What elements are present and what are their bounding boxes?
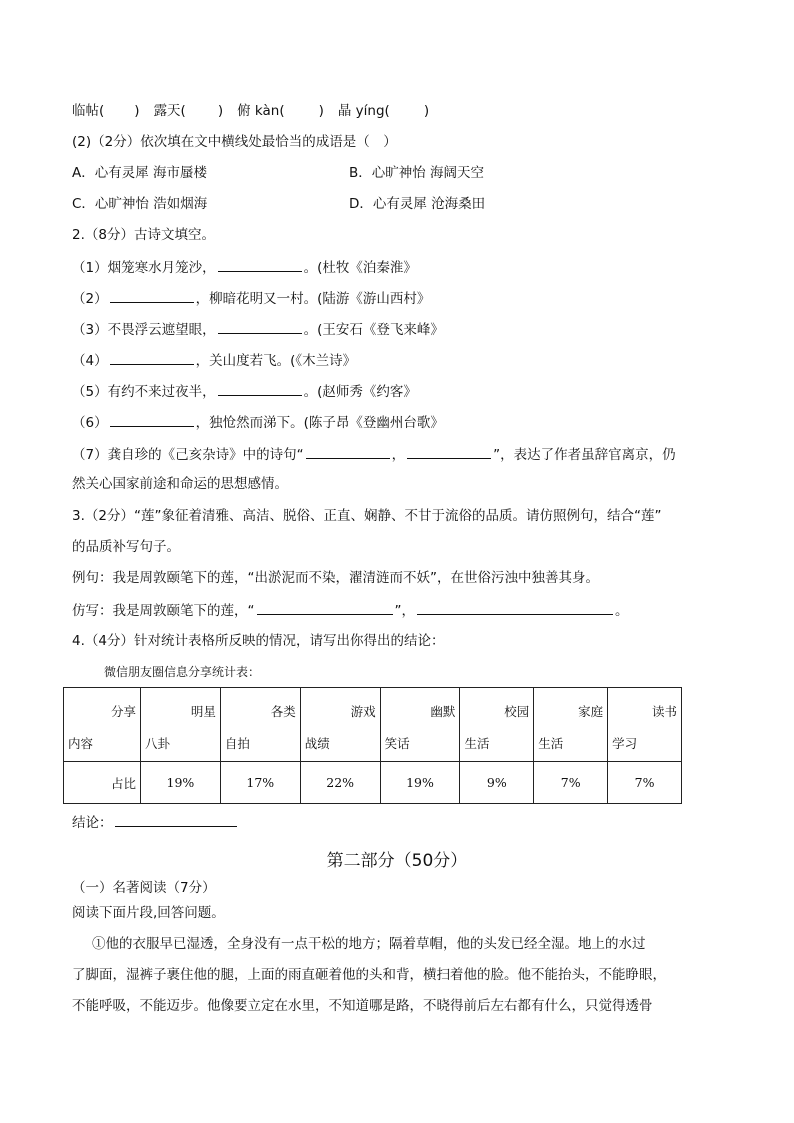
q2-line-6 <box>72 412 444 432</box>
pinyin-item-2: 露天( <box>153 103 186 119</box>
q2-line-7-cont: 然关心国家前途和命运的思想感情。 <box>72 476 288 492</box>
header-cell <box>380 688 460 762</box>
value-cell: 19% <box>380 762 460 804</box>
value-cell: 7% <box>608 762 682 804</box>
q3-imitation-mid: ”， <box>394 603 415 619</box>
value-cell: 9% <box>460 762 534 804</box>
pinyin-item-4: 晶 yíng( <box>337 103 390 119</box>
q2-line-4 <box>72 350 356 370</box>
header-top: 明星 <box>190 704 216 719</box>
header-bottom: 生活 <box>538 736 564 751</box>
option-b[interactable]: B．心旷神怡 海阔天空 <box>349 165 485 181</box>
header-top: 各类 <box>270 704 296 719</box>
pinyin-item-3: 俯 kàn( <box>237 103 285 119</box>
table-caption: 微信朋友圈信息分享统计表： <box>104 665 261 679</box>
q2-l5-source: 。(赵师秀《约客》 <box>303 384 417 400</box>
q3-example: 例句：我是周敦颐笔下的莲，“出淤泥而不染，濯清涟而不妖”，在世俗污浊中独善其身。 <box>72 570 599 586</box>
table-data-row <box>64 762 682 804</box>
header-cell <box>608 688 682 762</box>
q4-stem: 4.（4分）针对统计表格所反映的情况，请写出你得出的结论： <box>72 633 445 649</box>
value-cell: 7% <box>534 762 608 804</box>
q3-imitation-end: 。 <box>615 603 629 619</box>
header-cell <box>64 688 141 762</box>
q2-l6-text: ，独怆然而涕下。(陈子昂《登幽州台歌》 <box>195 415 444 431</box>
q2-l6-num: （6） <box>72 415 108 431</box>
q2-l4-text: ，关山度若飞。(《木兰诗》 <box>195 353 357 369</box>
pinyin-close-1: ) <box>134 103 140 119</box>
header-top: 读书 <box>651 704 677 719</box>
blank-6[interactable] <box>110 412 194 427</box>
q3-imitation-prefix: 仿写：我是周敦颐笔下的莲，“ <box>72 603 255 619</box>
blank-4[interactable] <box>110 350 194 365</box>
row-label: 占比 <box>64 762 141 804</box>
option-c[interactable]: C．心旷神怡 浩如烟海 <box>72 196 208 212</box>
passage-line-3: 不能呼吸，不能迈步。他像要立定在水里，不知道哪是路，不晓得前后左右都有什么，只觉得透骨 <box>72 998 653 1014</box>
header-top: 分享 <box>110 704 136 719</box>
q2-line-3 <box>72 319 444 339</box>
conclusion-blank[interactable] <box>115 812 237 827</box>
header-top: 游戏 <box>350 704 376 719</box>
value-cell: 22% <box>300 762 380 804</box>
q2-stem: 2.（8分）古诗文填空。 <box>72 227 215 243</box>
blank-7b[interactable] <box>407 444 491 459</box>
q3-imitation <box>72 600 629 620</box>
q2-line-5 <box>72 381 417 401</box>
blank-7a[interactable] <box>306 444 390 459</box>
q3-stem-2: 的品质补写句子。 <box>72 539 180 555</box>
header-top: 幽默 <box>430 704 456 719</box>
part2-subtitle: （一）名著阅读（7分） <box>72 880 216 896</box>
pinyin-close-2: ) <box>217 103 224 119</box>
blank-q3-a[interactable] <box>257 600 393 615</box>
value-cell: 19% <box>141 762 221 804</box>
option-d[interactable]: D．心有灵犀 沧海桑田 <box>349 196 486 212</box>
q2-l2-num: （2） <box>72 291 108 307</box>
header-bottom: 生活 <box>464 736 490 751</box>
header-cell <box>460 688 534 762</box>
q3-stem-1: 3.（2分）“莲”象征着清雅、高洁、脱俗、正直、娴静、不甘于流俗的品质。请仿照例句，结合“莲” <box>72 508 662 524</box>
header-bottom: 战绩 <box>304 736 330 751</box>
header-bottom: 八卦 <box>145 736 171 751</box>
q1-2-stem: (2)（2分）依次填在文中横线处最恰当的成语是（ ） <box>72 134 397 150</box>
conclusion-label: 结论： <box>72 815 113 831</box>
q2-line-1 <box>72 257 417 277</box>
q2-l3-source: 。(王安石《登飞来峰》 <box>303 322 444 338</box>
header-bottom: 自拍 <box>224 736 250 751</box>
part2-instruction: 阅读下面片段,回答问题。 <box>72 905 225 921</box>
q2-line-2 <box>72 288 430 308</box>
q2-line-7 <box>72 444 676 464</box>
part2-title: 第二部分（50分） <box>326 851 468 871</box>
header-bottom: 内容 <box>68 736 94 751</box>
passage-line-2: 了脚面，湿裤子裹住他的腿，上面的雨直砸着他的头和背，横扫着他的脸。他不能抬头，不能睁眼， <box>72 967 666 983</box>
q2-l4-num: （4） <box>72 353 108 369</box>
pinyin-line <box>72 102 429 120</box>
pinyin-close-4: ) <box>423 103 430 119</box>
q2-l7-text: （7）龚自珍的《己亥杂诗》中的诗句“ <box>72 447 304 463</box>
pinyin-close-3: ) <box>318 103 324 119</box>
blank-2[interactable] <box>110 288 194 303</box>
q2-l7-comma: ， <box>391 447 406 463</box>
table-header-row <box>64 688 682 762</box>
header-top: 家庭 <box>578 704 604 719</box>
blank-5[interactable] <box>218 381 302 396</box>
blank-1[interactable] <box>218 257 302 272</box>
header-cell <box>534 688 608 762</box>
header-bottom: 学习 <box>612 736 638 751</box>
conclusion-line <box>72 812 239 832</box>
share-stats-table <box>63 687 682 804</box>
option-a[interactable]: A．心有灵犀 海市蜃楼 <box>72 165 208 181</box>
q2-l1-text: （1）烟笼寒水月笼沙， <box>72 260 216 276</box>
value-cell: 17% <box>220 762 300 804</box>
q2-l7-tail: ”，表达了作者虽辞官离京，仍 <box>493 447 676 463</box>
q2-l2-text: ，柳暗花明又一村。(陆游《游山西村》 <box>195 291 431 307</box>
q2-l5-text: （5）有约不来过夜半， <box>72 384 216 400</box>
pinyin-item-1: 临帖( <box>72 103 105 119</box>
passage-line-1: ①他的衣服早已湿透，全身没有一点干松的地方；隔着草帽，他的头发已经全湿。地上的水过 <box>92 936 646 952</box>
header-cell <box>300 688 380 762</box>
header-bottom: 笑话 <box>384 736 410 751</box>
header-cell <box>141 688 221 762</box>
header-cell <box>220 688 300 762</box>
q2-l3-text: （3）不畏浮云遮望眼， <box>72 322 216 338</box>
blank-q3-b[interactable] <box>417 600 613 615</box>
header-top: 校园 <box>504 704 530 719</box>
q2-l1-source: 。(杜牧《泊秦淮》 <box>303 260 417 276</box>
blank-3[interactable] <box>218 319 302 334</box>
